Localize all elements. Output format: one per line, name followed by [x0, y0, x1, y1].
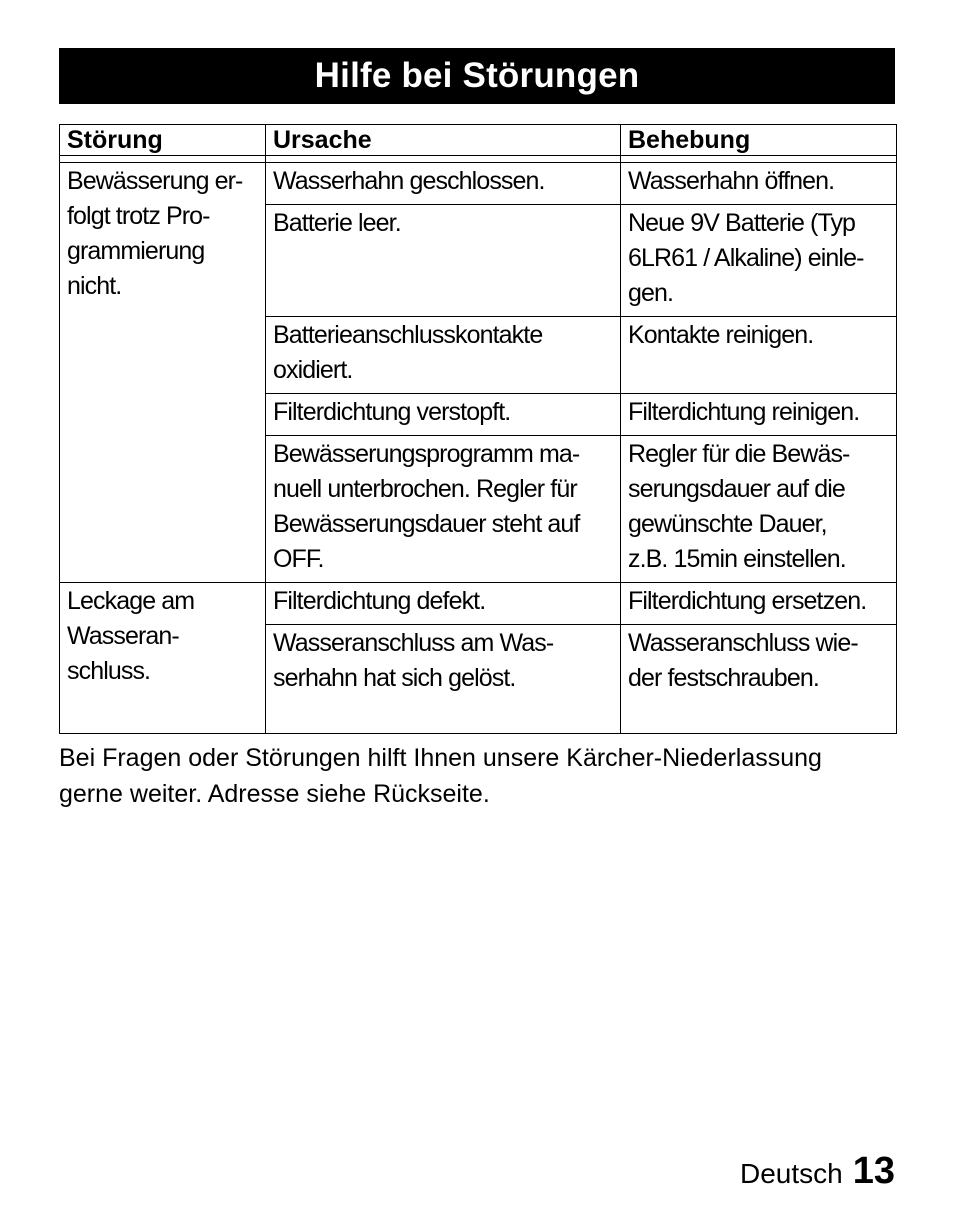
remedy-cell: Filterdichtung reinigen. [621, 394, 897, 436]
cause-cell: Filterdichtung defekt. [266, 583, 621, 625]
footer-language: Deutsch [740, 1158, 843, 1189]
page-number: 13 [852, 1150, 895, 1192]
cause-cell: Batterieanschlusskontakte oxidiert. [266, 317, 621, 394]
header-problem: Störung [60, 125, 266, 156]
remedy-cell: Wasserhahn öffnen. [621, 163, 897, 205]
cause-cell: Filterdichtung verstopft. [266, 394, 621, 436]
header-cause: Ursache [266, 125, 621, 156]
cause-cell: Wasseranschluss am Was- serhahn hat sich gelöst. [266, 625, 621, 734]
remedy-cell: Regler für die Bewäs- serungsdauer auf die gewünschte Dauer, z.B. 15min einstellen. [621, 436, 897, 583]
remedy-cell: Filterdichtung ersetzen. [621, 583, 897, 625]
remedy-cell: Neue 9V Batterie (Typ 6LR61 / Alkaline) einle- gen. [621, 205, 897, 317]
cause-cell: Wasserhahn geschlossen. [266, 163, 621, 205]
problem-cell: Leckage am Wasseran- schluss. [60, 583, 266, 734]
problem-cell: Bewässerung er- folgt trotz Pro- grammierung nicht. [60, 163, 266, 583]
header-spacer-row [60, 156, 897, 163]
cause-cell: Batterie leer. [266, 205, 621, 317]
cause-cell: Bewässerungsprogramm ma- nuell unterbrochen. Regler für Bewässerungsdauer steht auf OFF. [266, 436, 621, 583]
page-footer [740, 1150, 895, 1193]
troubleshooting-table [59, 124, 897, 734]
footnote-text: Bei Fragen oder Störungen hilft Ihnen unsere Kärcher-Niederlassung gerne weiter. Adresse siehe Rückseite. [59, 744, 822, 808]
table-row [60, 583, 897, 625]
remedy-cell: Kontakte reinigen. [621, 317, 897, 394]
table-body [60, 163, 897, 734]
table-row [60, 163, 897, 205]
page-title: Hilfe bei Störungen [59, 48, 895, 104]
remedy-cell: Wasseranschluss wie- der festschrauben. [621, 625, 897, 734]
table-header-row [60, 125, 897, 156]
header-remedy: Behebung [621, 125, 897, 156]
troubleshooting-table-container [59, 124, 896, 734]
